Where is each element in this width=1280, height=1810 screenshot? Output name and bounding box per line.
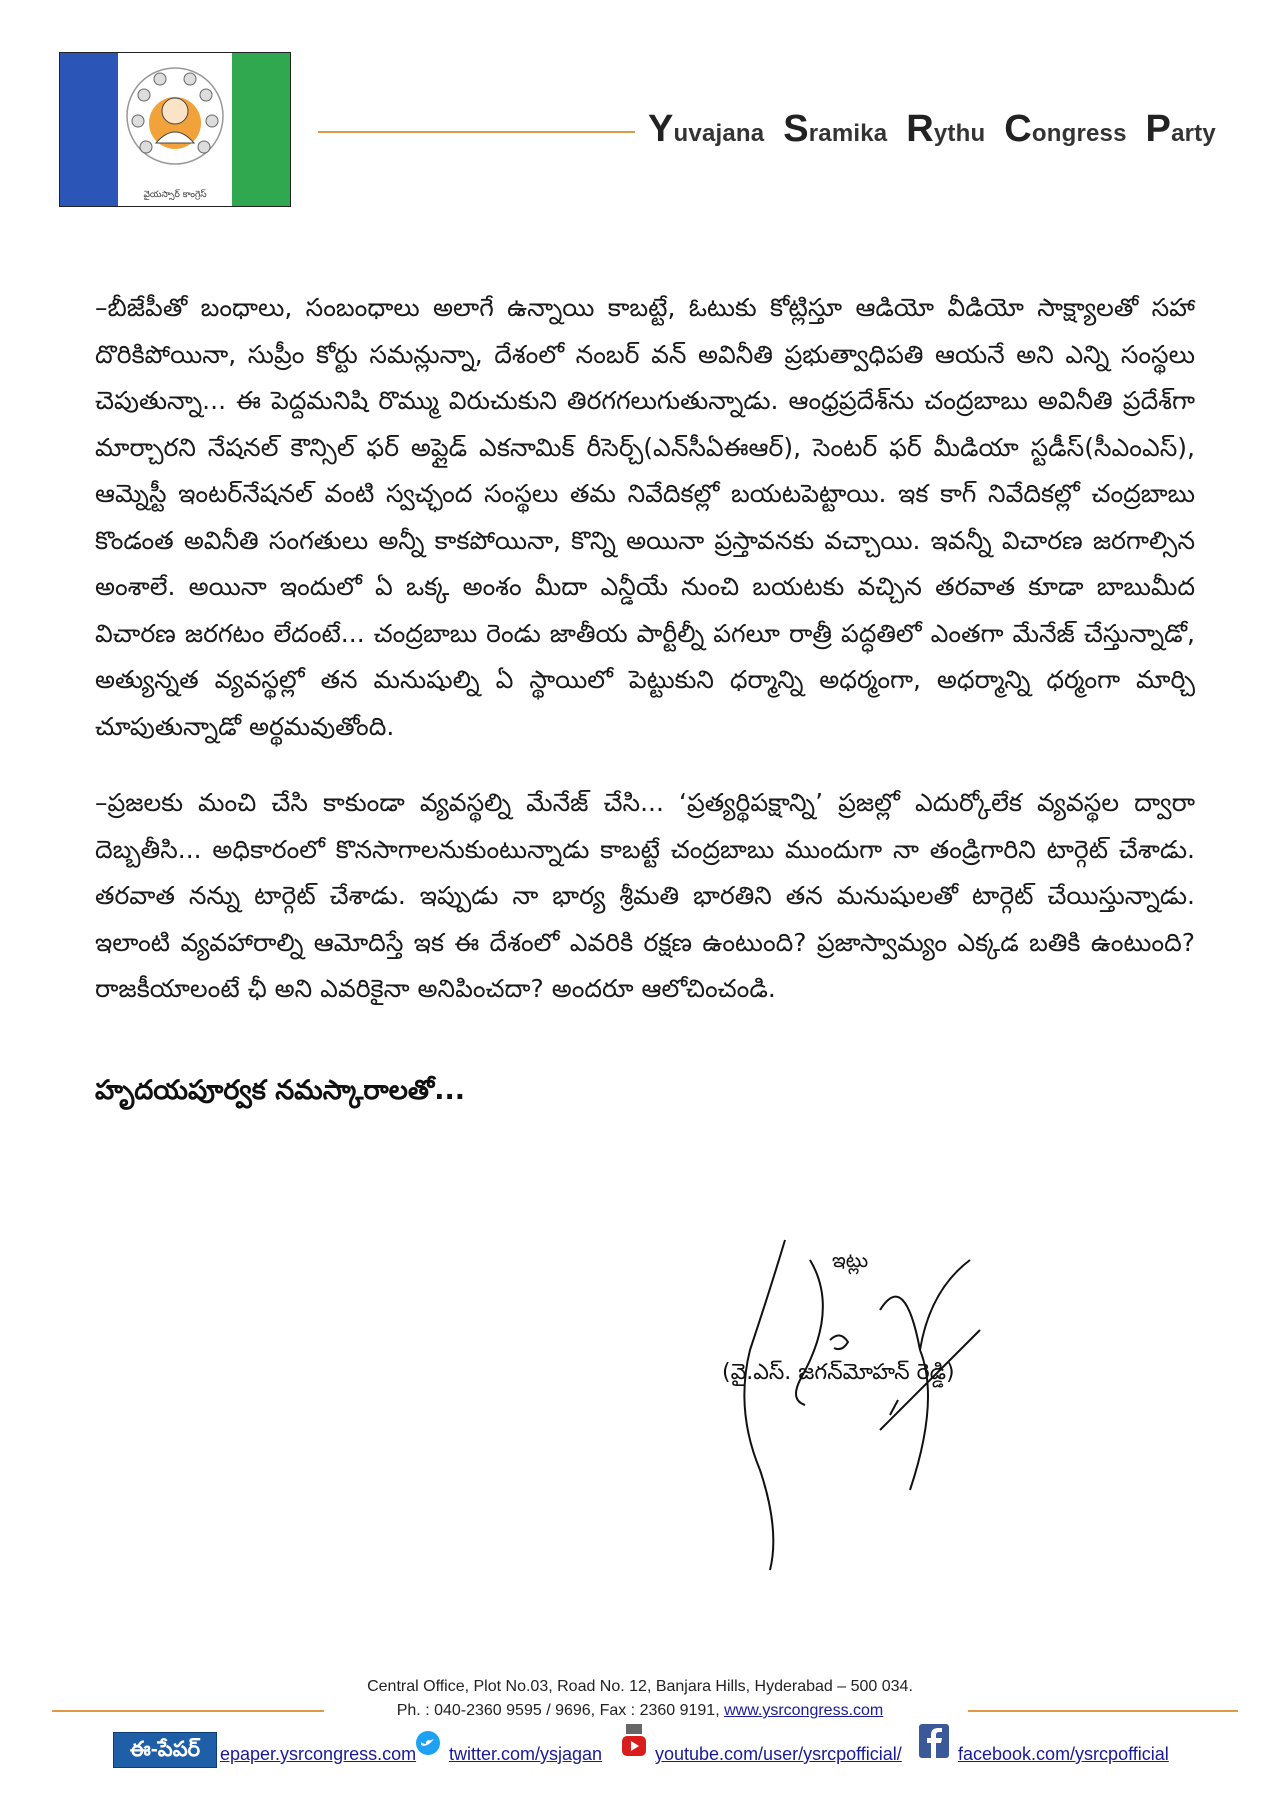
footer-links bbox=[113, 1732, 1193, 1772]
party-name-word: Sramika bbox=[783, 108, 888, 150]
party-name bbox=[648, 108, 1216, 151]
flag-white-band bbox=[118, 53, 232, 206]
twitter-link[interactable]: twitter.com/ysjagan bbox=[449, 1744, 603, 1764]
footer-divider-left bbox=[52, 1710, 324, 1712]
leader-portrait-emblem-icon bbox=[120, 61, 230, 181]
body-paragraph: –బీజేపీతో బంధాలు, సంబంధాలు అలాగే ఉన్నాయి కాబట్టే, ఓటుకు కోట్లిస్తూ ఆడియో వీడియో సాక్ష్యాలతో సహా దొరికిపోయినా, సుప్రీం కోర్టు సమన్లున్నా, దేశంలో నంబర్ వన్ అవినీతి ప్రభుత్వాధిపతి ఆయనే అని ఎన్ని సంస్థలు చెపుతున్నా... ఈ పెద్దమనిషి రొమ్ము విరుచుకుని తిరగగలుగుతున్నాడు. ఆంధ్రప్రదేశ్‌ను చంద్రబాబు అవినీతి ప్రదేశ్‌గా మార్చారని నేషనల్ కౌన్సిల్ ఫర్ అప్లైడ్ ఎకనామిక్ రీసెర్చ్(ఎన్‌సీఏఈఆర్), సెంటర్ ఫర్ మీడియా స్టడీస్(సీఎంఎస్), ఆమ్నెస్టీ ఇంటర్‌నేషనల్ వంటి స్వచ్ఛంద సంస్థలు తమ నివేదికల్లో బయటపెట్టాయి. ఇక కాగ్ నివేదికల్లో చంద్రబాబు కొండంత అవినీతి సంగతులు అన్నీ కాకపోయినా, కొన్ని అయినా ప్రస్తావనకు వచ్చాయి. ఇవన్నీ విచారణ జరగాల్సిన అంశాలే. అయినా ఇందులో ఏ ఒక్క అంశం మీదా ఎన్డీయే నుంచి బయటకు వచ్చిన తరవాత కూడా బాబుమీద విచారణ జరగటం లేదంటే... చంద్రబాబు రెండు జాతీయ పార్టీల్నీ పగలూ రాత్రీ పద్ధతిలో ఎంతగా మేనేజ్ చేస్తున్నాడో, అత్యున్నత వ్యవస్థల్లో తన మనుషుల్ని ఏ స్థాయిలో పెట్టుకుని ధర్మాన్ని అధర్మంగా, అధర్మాన్ని ధర్మంగా మార్చి చూపుతున్నాడో అర్థమవుతోంది. bbox=[95, 293, 1195, 741]
party-name-word: Yuvajana bbox=[648, 108, 765, 150]
body-paragraph: –ప్రజలకు మంచి చేసి కాకుండా వ్యవస్థల్ని మేనేజ్ చేసి... ‘ప్రత్యర్థిపక్షాన్ని’ ప్రజల్లో ఎదుర్కోలేక వ్యవస్థల ద్వారా దెబ్బతీసి... అధికారంలో కొనసాగాలనుకుంటున్నాడు కాబట్టే చంద్రబాబు ముందుగా నా తండ్రిగారిని టార్గెట్ చేశాడు. తరవాత నన్ను టార్గెట్ చేశాడు. ఇప్పుడు నా భార్య శ్రీమతి భారతిని తన మనుషులతో టార్గెట్ చేయిస్తున్నాడు. ఇలాంటి వ్యవహారాల్ని ఆమోదిస్తే ఇక ఈ దేశంలో ఎవరికి రక్షణ ఉంటుంది? ప్రజాస్వామ్యం ఎక్కడ బతికి ఉంటుంది? రాజకీయాలంటే ఛీ అని ఎవరికైనా అనిపించదా? అందరూ ఆలోచించండి. bbox=[95, 788, 1195, 1003]
facebook-icon[interactable] bbox=[919, 1724, 949, 1758]
signature-salutation: ఇట్లు bbox=[832, 1248, 869, 1272]
closing-greeting: హృదయపూర్వక నమస్కారాలతో... bbox=[95, 1075, 466, 1106]
epaper-link[interactable]: epaper.ysrcongress.com bbox=[220, 1744, 417, 1764]
logo-caption: వైయస్సార్ కాంగ్రెస్ bbox=[143, 190, 207, 200]
party-name-word: Rythu bbox=[906, 108, 986, 150]
office-address: Central Office, Plot No.03, Road No. 12, Banjara Hills, Hyderabad – 500 034. bbox=[367, 1678, 913, 1695]
footer-divider-right bbox=[968, 1710, 1238, 1712]
party-name-word: Party bbox=[1145, 108, 1216, 150]
party-logo bbox=[59, 52, 291, 207]
footer-address bbox=[0, 1675, 1280, 1723]
letter-body bbox=[95, 285, 1195, 1043]
youtube-link[interactable]: youtube.com/user/ysrcpofficial/ bbox=[655, 1744, 902, 1764]
twitter-icon[interactable] bbox=[415, 1730, 441, 1756]
youtube-icon[interactable] bbox=[620, 1724, 648, 1758]
header-divider bbox=[318, 131, 635, 133]
handwritten-signature-icon bbox=[730, 1230, 1040, 1590]
facebook-link[interactable]: facebook.com/ysrcpofficial bbox=[958, 1744, 1169, 1764]
epaper-badge[interactable]: ఈ-పేపర్ bbox=[113, 1732, 217, 1768]
flag-blue-band bbox=[60, 53, 118, 206]
signatory-name: (వై.ఎస్. జగన్‌మోహన్ రెడ్డి) bbox=[722, 1360, 955, 1385]
party-name-word: Congress bbox=[1004, 108, 1127, 150]
website-link[interactable]: www.ysrcongress.com bbox=[724, 1702, 884, 1719]
phone-fax: Ph. : 040-2360 9595 / 9696, Fax : 2360 9191, bbox=[396, 1702, 725, 1719]
flag-green-band bbox=[232, 53, 290, 206]
